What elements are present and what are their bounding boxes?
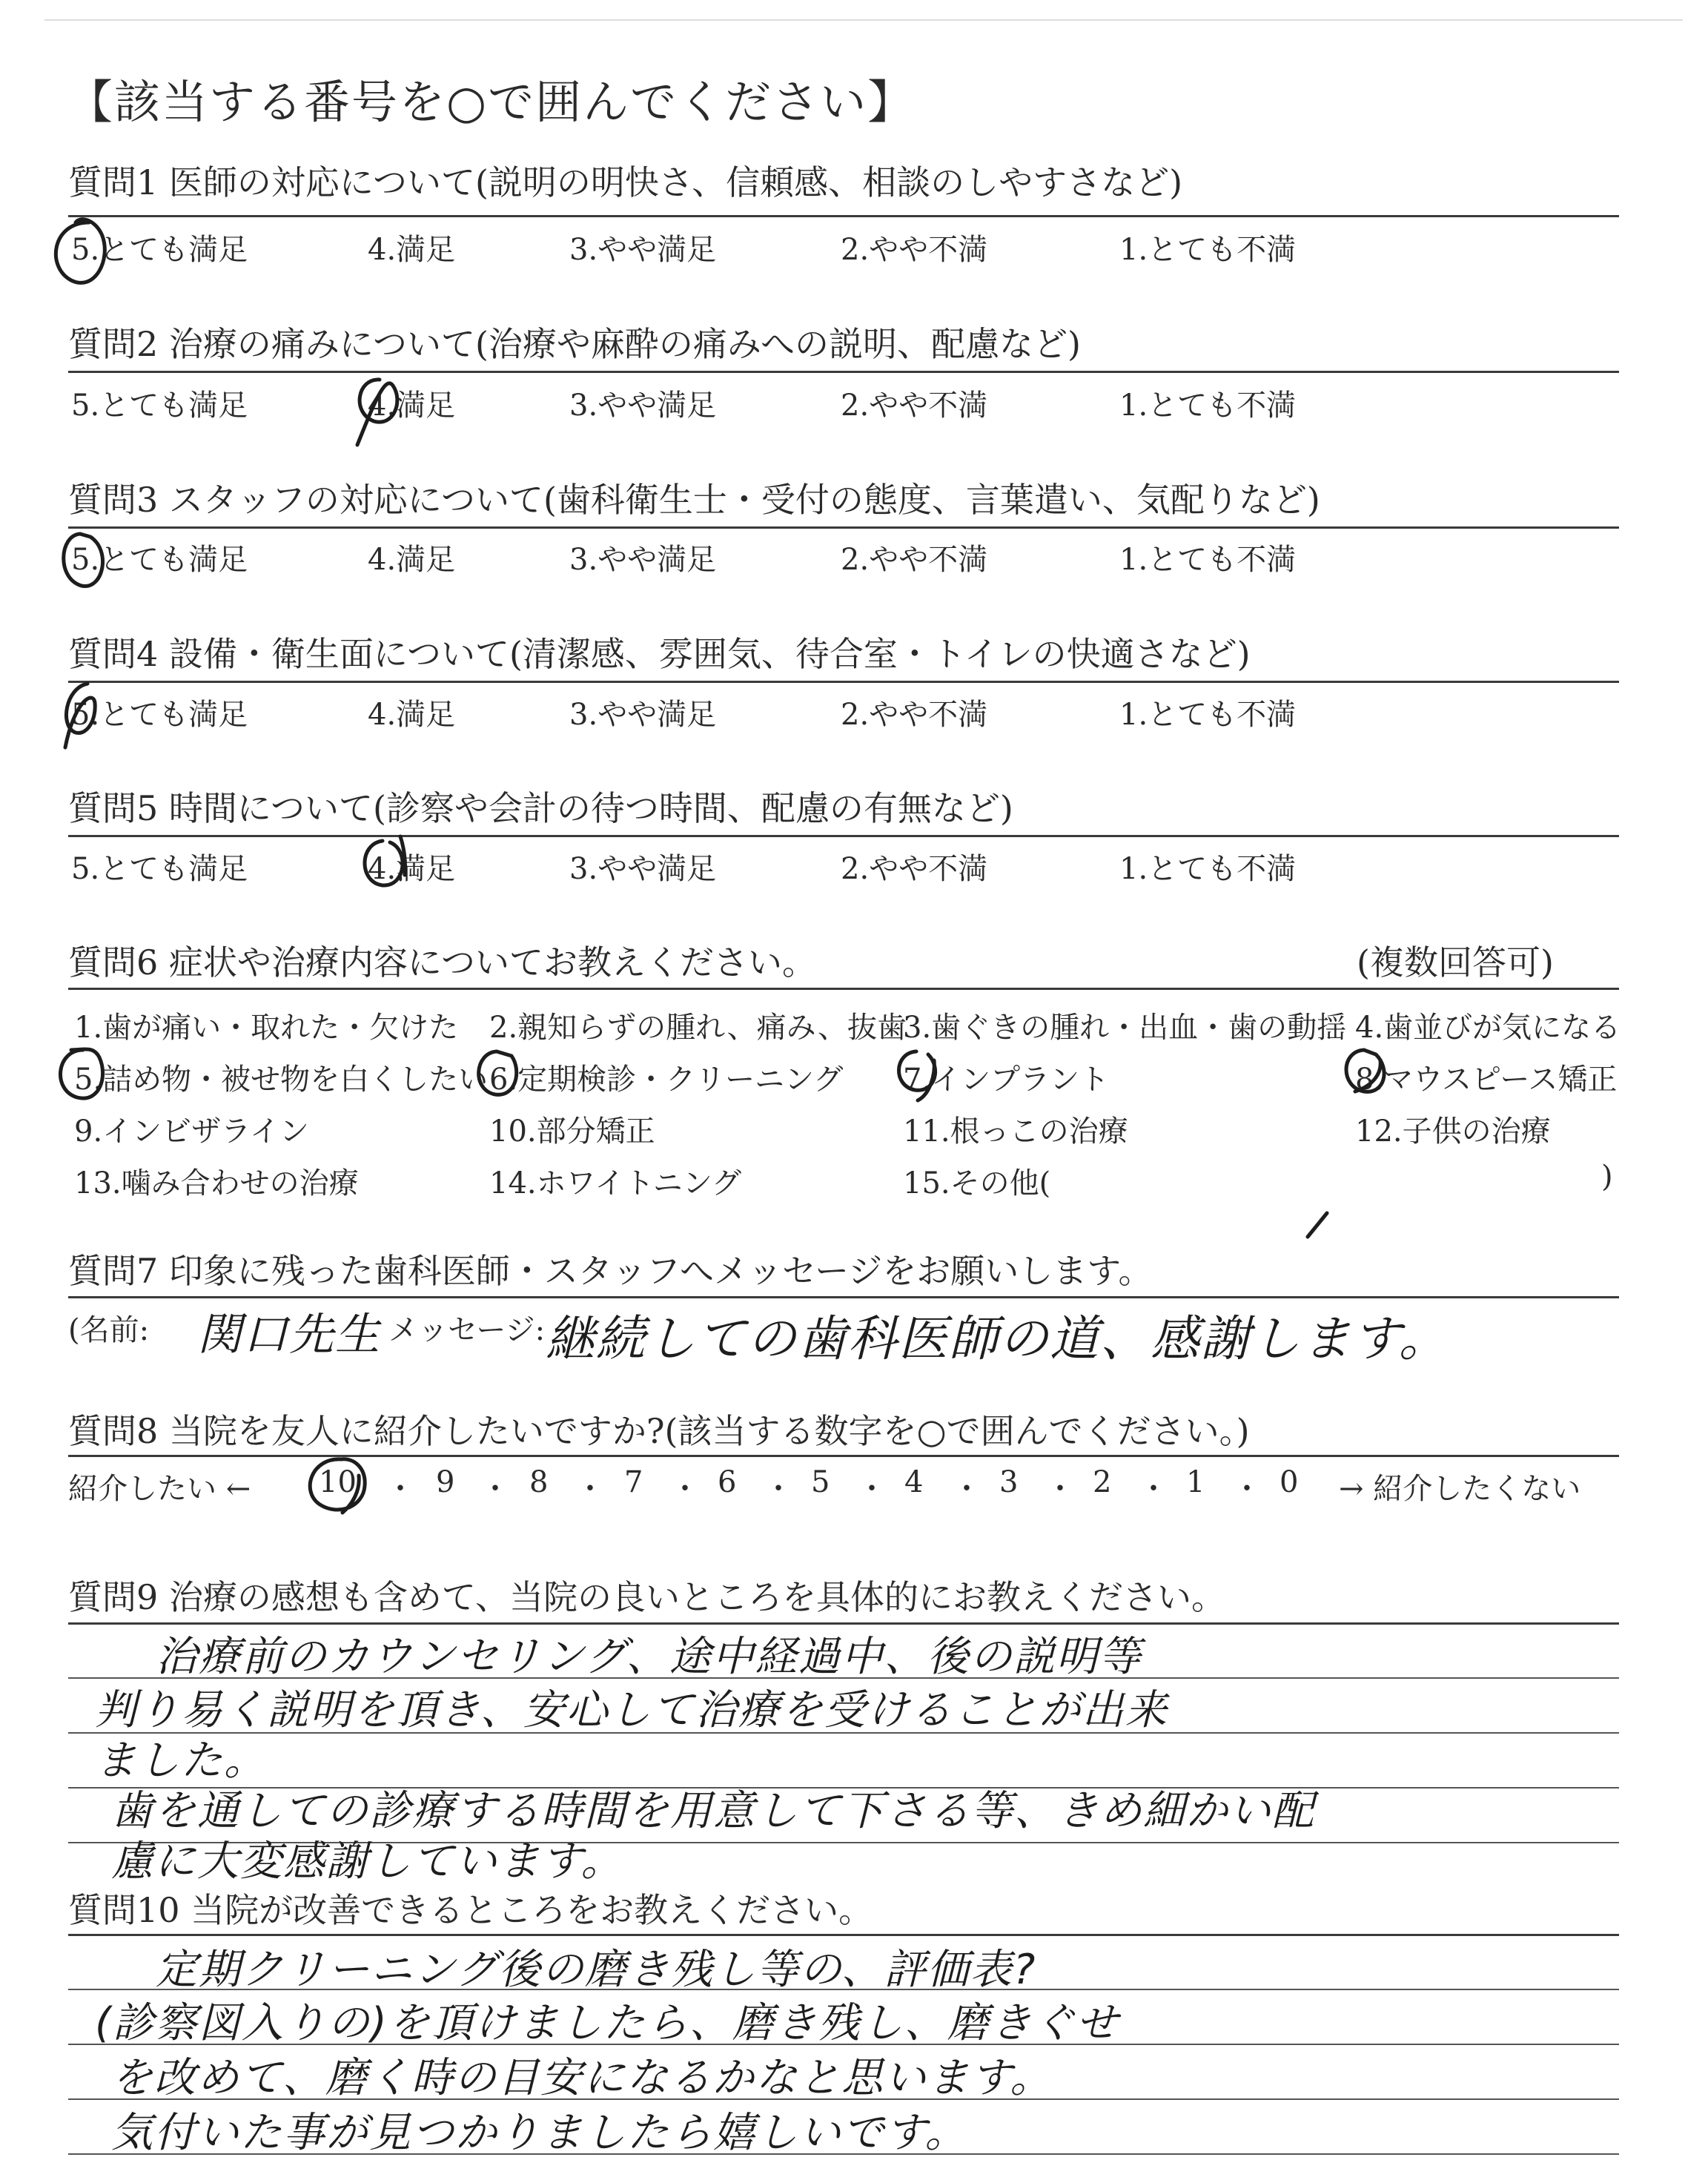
q9-answer-line: ました。 xyxy=(95,1737,267,1785)
scale-dot: ・ xyxy=(385,1472,415,1506)
q2-option-5[interactable]: 5.とても満足 xyxy=(71,389,248,423)
q6-option-8[interactable]: 8.マウスピース矯正 xyxy=(1355,1063,1618,1097)
q7-stray-mark xyxy=(1308,1213,1327,1237)
divider xyxy=(68,526,1619,529)
recommend-left-label: 紹介したい ← xyxy=(68,1472,251,1506)
scale-dot: ・ xyxy=(857,1472,887,1506)
q4-option-2[interactable]: 2.やや不満 xyxy=(841,698,988,732)
scale-4[interactable]: 4 xyxy=(904,1465,924,1499)
q1-option-1[interactable]: 1.とても不満 xyxy=(1119,233,1297,267)
q6-option-6[interactable]: 6.定期検診・クリーニング xyxy=(489,1063,844,1097)
recommend-right-label: → 紹介したくない xyxy=(1339,1472,1581,1506)
scale-dot: ・ xyxy=(764,1472,793,1506)
question-6-label: 質問6 症状や治療内容についてお教えください。 xyxy=(68,942,816,982)
scale-7[interactable]: 7 xyxy=(624,1465,643,1499)
q3-option-4[interactable]: 4.満足 xyxy=(368,543,456,577)
question-5-label: 質問5 時間について(診察や会計の待つ時間、配慮の有無など) xyxy=(68,788,1013,828)
name-value[interactable]: 関口先生 xyxy=(197,1309,381,1361)
q6-option-11[interactable]: 11.根っこの治療 xyxy=(903,1114,1128,1149)
divider xyxy=(68,835,1619,837)
q1-option-3[interactable]: 3.やや満足 xyxy=(569,233,717,267)
scale-3[interactable]: 3 xyxy=(999,1465,1019,1499)
page-title: 【該当する番号を○で囲んでください】 xyxy=(67,75,916,129)
question-7-label: 質問7 印象に残った歯科医師・スタッフへメッセージをお願いします。 xyxy=(68,1251,1153,1291)
q3-option-2[interactable]: 2.やや不満 xyxy=(841,543,988,577)
question-6-note: (複数回答可) xyxy=(1357,942,1554,982)
scale-2[interactable]: 2 xyxy=(1093,1465,1112,1499)
q6-option-7[interactable]: 7.インプラント xyxy=(903,1063,1110,1097)
q6-option-9[interactable]: 9.インビザライン xyxy=(74,1114,309,1149)
q6-option-3[interactable]: 3.歯ぐきの腫れ・出血・歯の動揺 xyxy=(903,1011,1347,1045)
scale-10[interactable]: 10 xyxy=(319,1465,357,1499)
q9-answer-line: 歯を通しての診療する時間を用意して下さる等、きめ細かい配 xyxy=(111,1787,1315,1835)
divider xyxy=(68,371,1619,373)
q9-answer-line: 治療前のカウンセリング、途中経過中、後の説明等 xyxy=(156,1633,1142,1681)
q6-option-12[interactable]: 12.子供の治療 xyxy=(1355,1114,1551,1149)
q2-option-4[interactable]: 4.満足 xyxy=(368,389,456,423)
q9-answer-line: 慮に大変感謝しています。 xyxy=(111,1837,624,1886)
q5-option-4[interactable]: 4.満足 xyxy=(368,852,456,886)
scale-dot: ・ xyxy=(1232,1472,1262,1506)
q1-option-4[interactable]: 4.満足 xyxy=(368,233,456,267)
q10-answer-line: を改めて、磨く時の目安になるかなと思います。 xyxy=(111,2054,1053,2102)
q2-option-3[interactable]: 3.やや満足 xyxy=(569,389,717,423)
q6-option-5[interactable]: 5.詰め物・被せ物を白くしたい xyxy=(74,1063,489,1097)
divider xyxy=(68,1455,1619,1457)
scale-6[interactable]: 6 xyxy=(718,1465,737,1499)
divider xyxy=(68,988,1619,990)
question-8-label: 質問8 当院を友人に紹介したいですか?(該当する数字を○で囲んでください。) xyxy=(68,1411,1250,1451)
scale-0[interactable]: 0 xyxy=(1280,1465,1299,1499)
q6-option-15-close: ) xyxy=(1601,1160,1613,1194)
q3-option-3[interactable]: 3.やや満足 xyxy=(569,543,717,577)
q4-option-5[interactable]: 5.とても満足 xyxy=(71,698,248,732)
message-value[interactable]: 継続しての歯科医師の道、感謝します。 xyxy=(546,1310,1449,1367)
q6-option-1[interactable]: 1.歯が痛い・取れた・欠けた xyxy=(74,1011,459,1045)
q6-option-4[interactable]: 4.歯並びが気になる xyxy=(1355,1011,1621,1045)
q6-option-14[interactable]: 14.ホワイトニング xyxy=(489,1166,742,1200)
scale-8[interactable]: 8 xyxy=(529,1465,549,1499)
q10-answer-line: 定期クリーニング後の磨き残し等の、評価表? xyxy=(156,1946,1037,1994)
scale-dot: ・ xyxy=(480,1472,510,1506)
scale-dot: ・ xyxy=(575,1472,605,1506)
scale-dot: ・ xyxy=(670,1472,700,1506)
q5-option-1[interactable]: 1.とても不満 xyxy=(1119,852,1297,886)
scale-dot: ・ xyxy=(1139,1472,1168,1506)
q6-option-15[interactable]: 15.その他( xyxy=(903,1166,1051,1200)
q6-option-13[interactable]: 13.噛み合わせの治療 xyxy=(74,1166,359,1200)
scale-dot: ・ xyxy=(1045,1472,1075,1506)
q5-option-3[interactable]: 3.やや満足 xyxy=(569,852,717,886)
question-2-label: 質問2 治療の痛みについて(治療や麻酔の痛みへの説明、配慮など) xyxy=(68,324,1081,364)
q2-option-2[interactable]: 2.やや不満 xyxy=(841,389,988,423)
q1-option-2[interactable]: 2.やや不満 xyxy=(841,233,988,267)
question-9-label: 質問9 治療の感想も含めて、当院の良いところを具体的にお教えください。 xyxy=(68,1577,1225,1617)
q5-option-5[interactable]: 5.とても満足 xyxy=(71,852,248,886)
divider xyxy=(68,215,1619,217)
q3-option-5[interactable]: 5.とても満足 xyxy=(71,543,248,577)
question-10-label: 質問10 当院が改善できるところをお教えください。 xyxy=(68,1890,873,1930)
message-label: メッセージ: xyxy=(388,1313,546,1347)
q5-option-2[interactable]: 2.やや不満 xyxy=(841,852,988,886)
q3-option-1[interactable]: 1.とても不満 xyxy=(1119,543,1297,577)
q2-option-1[interactable]: 1.とても不満 xyxy=(1119,389,1297,423)
q10-answer-line: (診察図入りの)を頂けましたら、磨き残し、磨きぐせ xyxy=(95,1999,1119,2047)
q4-option-3[interactable]: 3.やや満足 xyxy=(569,698,717,732)
q1-option-5[interactable]: 5.とても満足 xyxy=(71,233,248,267)
q9-answer-line: 判り易く説明を頂き、安心して治療を受けることが出来 xyxy=(95,1686,1168,1734)
q6-option-10[interactable]: 10.部分矯正 xyxy=(489,1114,655,1149)
question-4-label: 質問4 設備・衛生面について(清潔感、雰囲気、待合室・トイレの快適さなど) xyxy=(68,634,1251,674)
q4-option-1[interactable]: 1.とても不満 xyxy=(1119,698,1297,732)
q4-option-4[interactable]: 4.満足 xyxy=(368,698,456,732)
scale-5[interactable]: 5 xyxy=(811,1465,830,1499)
divider xyxy=(68,681,1619,683)
name-label: (名前: xyxy=(68,1313,150,1347)
q10-answer-line: 気付いた事が見つかりましたら嬉しいです。 xyxy=(111,2109,968,2157)
divider xyxy=(68,1296,1619,1298)
divider xyxy=(68,1934,1619,1936)
q6-option-2[interactable]: 2.親知らずの腫れ、痛み、抜歯 xyxy=(489,1011,907,1045)
scale-dot: ・ xyxy=(952,1472,982,1506)
question-3-label: 質問3 スタッフの対応について(歯科衛生士・受付の態度、言葉遣い、気配りなど) xyxy=(68,480,1320,520)
scale-9[interactable]: 9 xyxy=(436,1465,455,1499)
scale-1[interactable]: 1 xyxy=(1186,1465,1205,1499)
top-border xyxy=(44,19,1683,21)
question-1-label: 質問1 医師の対応について(説明の明快さ、信頼感、相談のしやすさなど) xyxy=(68,162,1183,202)
